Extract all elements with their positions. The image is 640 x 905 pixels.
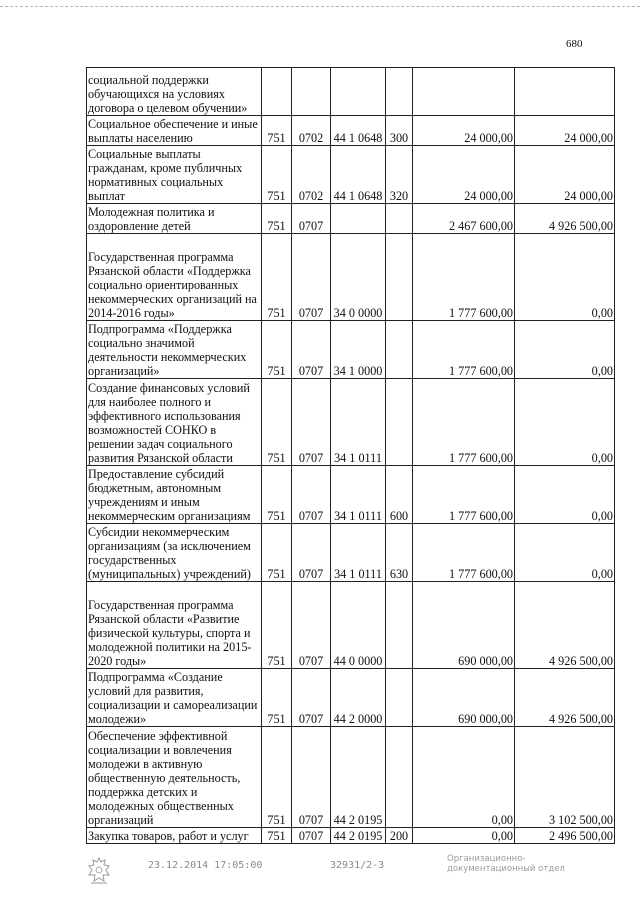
cell-vr [386, 582, 413, 669]
scan-edge-line [0, 6, 640, 8]
cell-sum2: 3 102 500,00 [515, 727, 615, 828]
cell-vr: 200 [386, 828, 413, 844]
cell-vr: 320 [386, 146, 413, 204]
cell-name: Создание финансовых условий для наиболее полного и эффективного использования возможностей СОНКО в решении задач социального развития Рязанской области [87, 379, 262, 466]
cell-sum1: 1 777 600,00 [413, 321, 515, 379]
table-row [87, 727, 615, 828]
cell-rzpr: 0707 [292, 669, 331, 727]
table-row [87, 828, 615, 844]
cell-sum1: 1 777 600,00 [413, 379, 515, 466]
cell-sum2 [515, 68, 615, 116]
cell-sum2: 4 926 500,00 [515, 669, 615, 727]
table-row [87, 582, 615, 669]
cell-sum1: 690 000,00 [413, 669, 515, 727]
cell-vr: 600 [386, 466, 413, 524]
cell-vr [386, 379, 413, 466]
cell-csr: 44 2 0195 [331, 828, 386, 844]
cell-sum1: 1 777 600,00 [413, 466, 515, 524]
cell-sum2: 0,00 [515, 379, 615, 466]
cell-rzpr: 0707 [292, 321, 331, 379]
cell-ved: 751 [262, 466, 292, 524]
cell-sum1 [413, 68, 515, 116]
cell-sum1: 0,00 [413, 828, 515, 844]
cell-sum1: 1 777 600,00 [413, 234, 515, 321]
cell-sum1: 0,00 [413, 727, 515, 828]
cell-vr [386, 68, 413, 116]
page-number: 680 [566, 38, 583, 50]
cell-rzpr: 0707 [292, 466, 331, 524]
cell-vr: 300 [386, 116, 413, 146]
cell-name: Социальные выплаты гражданам, кроме публичных нормативных социальных выплат [87, 146, 262, 204]
cell-name: Субсидии некоммерческим организациям (за исключением государственных (муниципальных) учреждений) [87, 524, 262, 582]
cell-csr: 34 0 0000 [331, 234, 386, 321]
cell-sum2: 0,00 [515, 466, 615, 524]
footer-org-line2: документационный отдел [447, 864, 565, 874]
cell-csr [331, 204, 386, 234]
cell-name: Государственная программа Рязанской области «Поддержка социально ориентированных некоммерческих организаций на 2014-2016 годы» [87, 234, 262, 321]
cell-name: Подпрограмма «Поддержка социально значимой деятельности некоммерческих организаций» [87, 321, 262, 379]
cell-vr [386, 204, 413, 234]
cell-ved: 751 [262, 828, 292, 844]
table-row [87, 116, 615, 146]
page-footer [0, 852, 640, 902]
footer-doc-code: 32931/2-3 [330, 860, 385, 871]
cell-sum1: 2 467 600,00 [413, 204, 515, 234]
cell-csr: 34 1 0000 [331, 321, 386, 379]
table-row [87, 466, 615, 524]
table-row [87, 669, 615, 727]
table-row [87, 204, 615, 234]
cell-rzpr [292, 68, 331, 116]
cell-csr: 44 2 0195 [331, 727, 386, 828]
cell-ved: 751 [262, 379, 292, 466]
cell-csr: 34 1 0111 [331, 524, 386, 582]
cell-csr [331, 68, 386, 116]
footer-org [447, 854, 565, 874]
cell-sum2: 24 000,00 [515, 116, 615, 146]
cell-name: Государственная программа Рязанской области «Развитие физической культуры, спорта и молодежной политики на 2015-2020 годы» [87, 582, 262, 669]
table-row [87, 234, 615, 321]
cell-csr: 34 1 0111 [331, 466, 386, 524]
table-row [87, 68, 615, 116]
cell-ved: 751 [262, 321, 292, 379]
cell-ved: 751 [262, 524, 292, 582]
cell-ved: 751 [262, 582, 292, 669]
cell-rzpr: 0702 [292, 146, 331, 204]
cell-sum1: 24 000,00 [413, 146, 515, 204]
cell-sum2: 4 926 500,00 [515, 204, 615, 234]
cell-name: Подпрограмма «Создание условий для развития, социализации и самореализации молодежи» [87, 669, 262, 727]
cell-sum2: 0,00 [515, 234, 615, 321]
cell-name: Молодежная политика и оздоровление детей [87, 204, 262, 234]
cell-sum2: 0,00 [515, 524, 615, 582]
cell-vr: 630 [386, 524, 413, 582]
cell-csr: 44 2 0000 [331, 669, 386, 727]
cell-ved: 751 [262, 146, 292, 204]
cell-rzpr: 0707 [292, 727, 331, 828]
cell-csr: 44 0 0000 [331, 582, 386, 669]
coat-of-arms-icon [86, 856, 112, 886]
cell-csr: 44 1 0648 [331, 116, 386, 146]
cell-sum2: 4 926 500,00 [515, 582, 615, 669]
table-row [87, 379, 615, 466]
cell-name: Социальное обеспечение и иные выплаты населению [87, 116, 262, 146]
cell-ved [262, 68, 292, 116]
cell-sum1: 24 000,00 [413, 116, 515, 146]
cell-rzpr: 0707 [292, 379, 331, 466]
cell-name: Предоставление субсидий бюджетным, автономным учреждениям и иным некоммерческим организациям [87, 466, 262, 524]
cell-rzpr: 0707 [292, 204, 331, 234]
table-row [87, 321, 615, 379]
footer-timestamp: 23.12.2014 17:05:00 [148, 860, 263, 871]
cell-vr [386, 669, 413, 727]
cell-sum2: 2 496 500,00 [515, 828, 615, 844]
cell-rzpr: 0702 [292, 116, 331, 146]
footer-org-line1: Организационно- [447, 854, 526, 864]
cell-csr: 44 1 0648 [331, 146, 386, 204]
cell-sum1: 690 000,00 [413, 582, 515, 669]
cell-name: социальной поддержки обучающихся на условиях договора о целевом обучении» [87, 68, 262, 116]
cell-vr [386, 727, 413, 828]
cell-name: Обеспечение эффективной социализации и вовлечения молодежи в активную общественную деятельность, поддержка детских и молодежных общественных организаций [87, 727, 262, 828]
budget-table [86, 67, 615, 844]
cell-ved: 751 [262, 116, 292, 146]
cell-sum1: 1 777 600,00 [413, 524, 515, 582]
cell-ved: 751 [262, 669, 292, 727]
cell-vr [386, 234, 413, 321]
cell-sum2: 0,00 [515, 321, 615, 379]
cell-sum2: 24 000,00 [515, 146, 615, 204]
table-row [87, 146, 615, 204]
cell-ved: 751 [262, 727, 292, 828]
cell-csr: 34 1 0111 [331, 379, 386, 466]
cell-vr [386, 321, 413, 379]
table-row [87, 524, 615, 582]
cell-rzpr: 0707 [292, 828, 331, 844]
cell-name: Закупка товаров, работ и услуг [87, 828, 262, 844]
cell-ved: 751 [262, 234, 292, 321]
cell-rzpr: 0707 [292, 524, 331, 582]
cell-rzpr: 0707 [292, 582, 331, 669]
cell-ved: 751 [262, 204, 292, 234]
cell-rzpr: 0707 [292, 234, 331, 321]
